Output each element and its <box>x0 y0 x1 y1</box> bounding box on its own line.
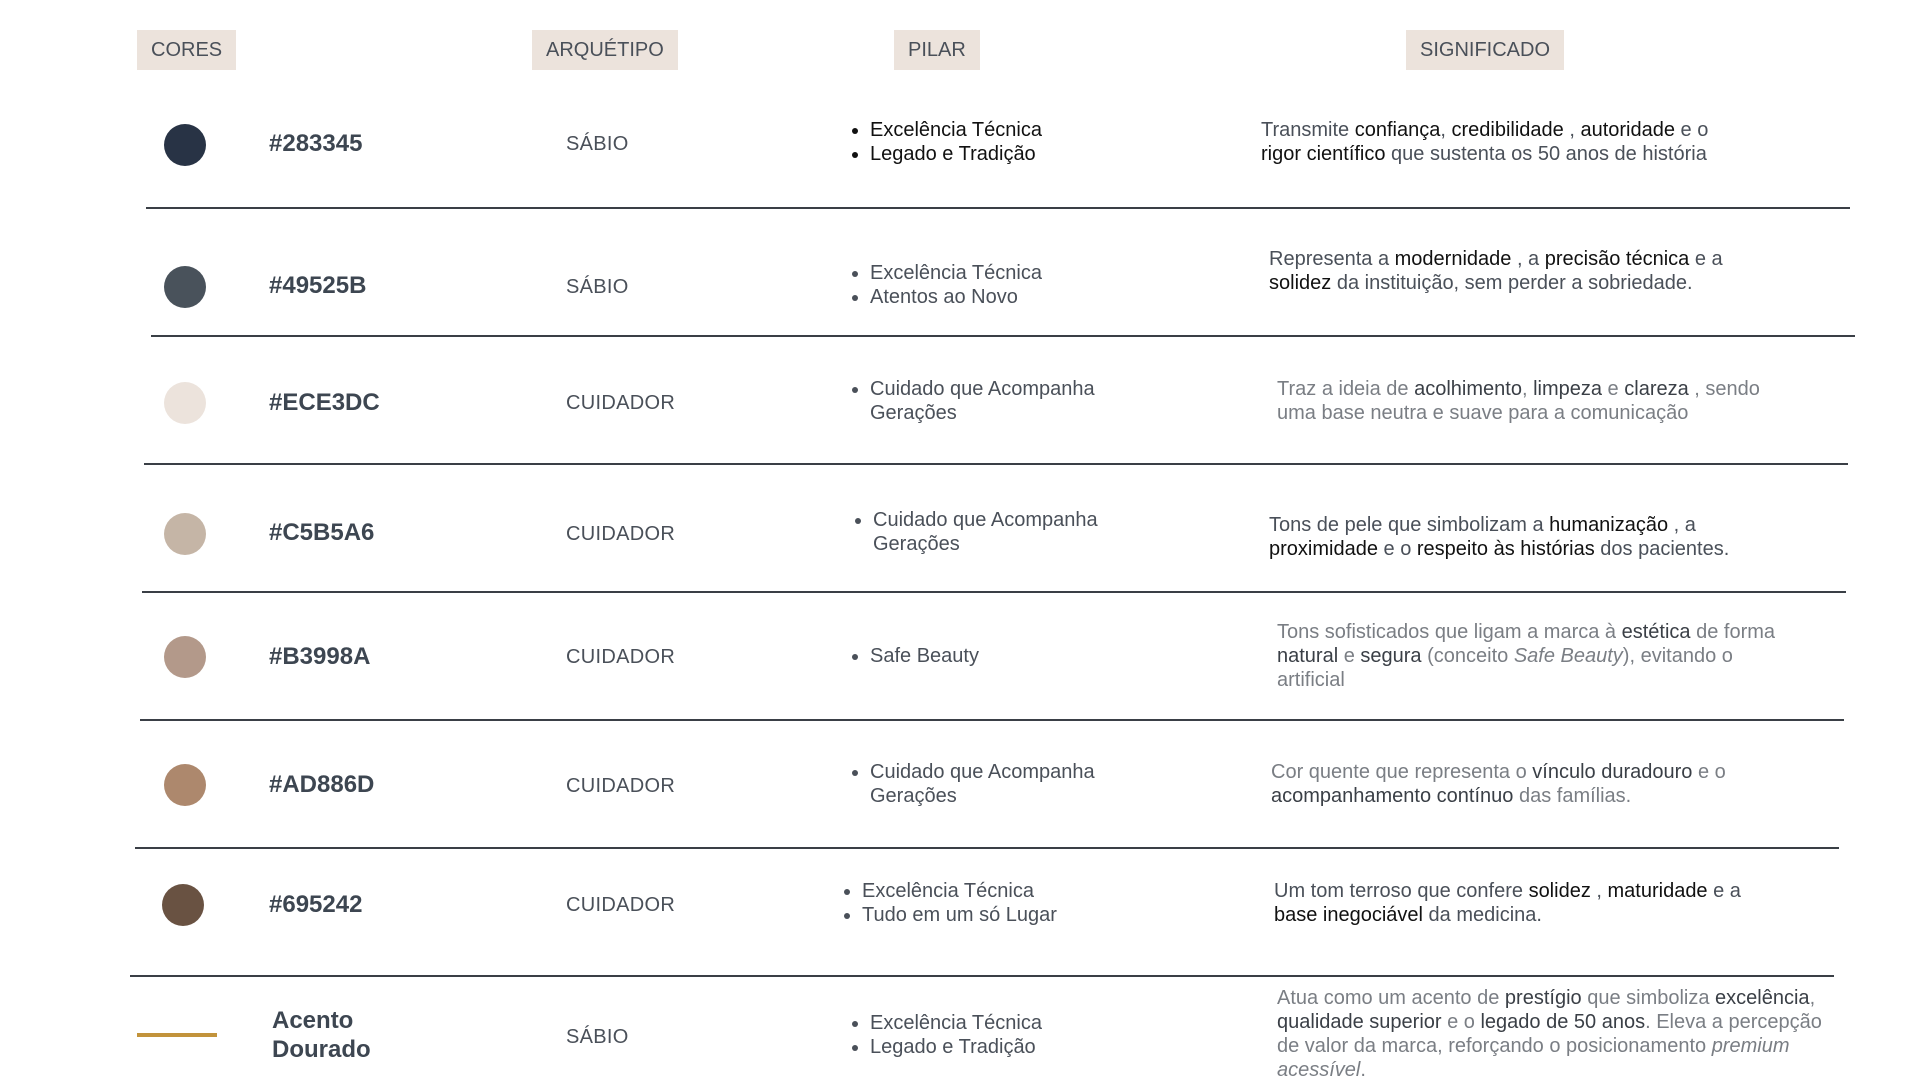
meaning-segment: da medicina. <box>1423 904 1542 926</box>
pillar-item: • Atentos ao Novo <box>870 285 1170 309</box>
pillar-list <box>840 879 1162 927</box>
archetype-label: SÁBIO <box>566 1026 629 1048</box>
meaning-keyword: estética <box>1621 621 1691 643</box>
meaning-segment: (conceito <box>1421 645 1514 667</box>
meaning-segment: , <box>1809 987 1816 1009</box>
meaning-segment: e o <box>1674 119 1709 141</box>
meaning-segment: Cor quente que representa o <box>1271 761 1533 783</box>
meaning-keyword: humanização <box>1549 514 1669 536</box>
meaning-segment: e o <box>1377 538 1417 560</box>
meaning-segment: Atua como um acento de <box>1277 987 1505 1009</box>
row-divider <box>142 591 1846 593</box>
meaning-keyword: limpeza <box>1533 378 1602 400</box>
color-hex-label: #49525B <box>269 272 367 299</box>
meaning-keyword: qualidade superior <box>1277 1011 1442 1033</box>
meaning-segment: das famílias. <box>1513 785 1632 807</box>
archetype-label: CUIDADOR <box>566 392 676 414</box>
meaning-segment: , <box>1440 119 1452 141</box>
color-name-label-line1: Acento <box>272 1007 354 1034</box>
meaning-keyword: precisão técnica <box>1544 248 1690 270</box>
meaning-segment: e o <box>1441 1011 1481 1033</box>
meaning-segment: que sustenta os 50 anos de história <box>1385 143 1707 165</box>
color-hex-label: #B3998A <box>269 643 371 670</box>
meaning-segment: , sendo uma base neutra e suave para a comunicação <box>1277 378 1760 424</box>
archetype-label: CUIDADOR <box>566 775 676 797</box>
row-divider <box>146 207 1850 209</box>
meaning-segment: Tons sofisticados que ligam a marca à <box>1277 621 1622 643</box>
color-hex-label: #695242 <box>269 891 363 918</box>
meaning-segment: ), evitando o artificial <box>1277 645 1733 691</box>
meaning-keyword: respeito às histórias <box>1416 538 1595 560</box>
meaning-text <box>1277 620 1787 692</box>
pillar-item: • Excelência Técnica <box>870 118 1170 142</box>
meaning-segment: dos pacientes. <box>1594 538 1730 560</box>
pillar-item: • Safe Beauty <box>870 644 1170 668</box>
meaning-segment: , <box>1563 119 1581 141</box>
meaning-keyword: segura <box>1360 645 1422 667</box>
meaning-segment: Traz a ideia de <box>1277 378 1415 400</box>
pillar-list <box>848 644 1170 668</box>
meaning-keyword: clareza <box>1624 378 1689 400</box>
pillar-item: • Cuidado que Acompanha Gerações <box>870 760 1170 808</box>
header-significado: SIGNIFICADO <box>1406 30 1564 70</box>
archetype-label: CUIDADOR <box>566 894 676 916</box>
color-hex-label: #C5B5A6 <box>269 519 375 546</box>
meaning-keyword: autoridade <box>1580 119 1675 141</box>
color-swatch <box>164 636 206 678</box>
meaning-keyword: confiança <box>1354 119 1441 141</box>
color-hex-label: #AD886D <box>269 771 375 798</box>
meaning-segment: que simboliza <box>1581 987 1716 1009</box>
meaning-segment: , <box>1590 880 1608 902</box>
meaning-text <box>1269 247 1769 295</box>
pillar-item: • Tudo em um só Lugar <box>862 903 1162 927</box>
archetype-label: SÁBIO <box>566 276 629 298</box>
meaning-keyword: solidez <box>1269 272 1332 294</box>
meaning-segment: Transmite <box>1261 119 1355 141</box>
archetype-label: CUIDADOR <box>566 523 676 545</box>
meaning-keyword: prestígio <box>1504 987 1582 1009</box>
meaning-keyword: acompanhamento contínuo <box>1271 785 1514 807</box>
meaning-keyword: maturidade <box>1607 880 1708 902</box>
meaning-keyword: vínculo duradouro <box>1532 761 1693 783</box>
pillar-item: • Legado e Tradição <box>870 1035 1170 1059</box>
meaning-segment: , <box>1521 378 1534 400</box>
meaning-segment: da instituição, sem perder a sobriedade. <box>1331 272 1693 294</box>
header-arquetipo: ARQUÉTIPO <box>532 30 678 70</box>
accent-color-line <box>137 1033 217 1037</box>
header-pilar: PILAR <box>894 30 980 70</box>
pillar-list <box>848 760 1170 808</box>
meaning-text <box>1277 377 1777 425</box>
archetype-label: CUIDADOR <box>566 646 676 668</box>
row-divider <box>144 463 1848 465</box>
color-hex-label: #283345 <box>269 130 363 157</box>
meaning-text <box>1269 513 1769 561</box>
meaning-segment: . <box>1360 1059 1366 1081</box>
meaning-keyword: rigor científico <box>1261 143 1386 165</box>
pillar-item: • Cuidado que Acompanha Gerações <box>870 377 1170 425</box>
pillar-item: • Excelência Técnica <box>870 261 1170 285</box>
color-swatch <box>162 884 204 926</box>
pillar-list <box>848 118 1170 166</box>
meaning-keyword: base inegociável <box>1274 904 1423 926</box>
pillar-list <box>848 1011 1170 1059</box>
meaning-text <box>1271 760 1771 808</box>
meaning-segment: e a <box>1689 248 1723 270</box>
meaning-keyword: solidez <box>1528 880 1591 902</box>
meaning-segment: . Eleva a percepção de valor da marca, reforçando o posicionamento <box>1277 1011 1822 1057</box>
color-swatch <box>164 513 206 555</box>
meaning-segment: , a <box>1668 514 1696 536</box>
meaning-keyword: acolhimento <box>1414 378 1522 400</box>
color-swatch <box>164 266 206 308</box>
color-swatch <box>164 382 206 424</box>
pillar-list <box>848 261 1170 309</box>
meaning-segment: Tons de pele que simbolizam a <box>1269 514 1550 536</box>
meaning-keyword: natural <box>1277 645 1339 667</box>
meaning-segment: Um tom terroso que confere <box>1274 880 1529 902</box>
pillar-item: • Excelência Técnica <box>862 879 1162 903</box>
pillar-list <box>848 377 1170 425</box>
meaning-segment: , a <box>1511 248 1545 270</box>
pillar-item: • Excelência Técnica <box>870 1011 1170 1035</box>
meaning-segment: de forma <box>1690 621 1776 643</box>
color-name-label-line2: Dourado <box>272 1036 371 1063</box>
meaning-keyword: modernidade <box>1394 248 1512 270</box>
meaning-keyword: legado de 50 anos <box>1480 1011 1646 1033</box>
pillar-item: • Cuidado que Acompanha Gerações <box>873 508 1173 556</box>
meaning-segment: e o <box>1692 761 1726 783</box>
row-divider <box>140 719 1844 721</box>
header-cores: CORES <box>137 30 236 70</box>
pillar-item: • Legado e Tradição <box>870 142 1170 166</box>
meaning-keyword: credibilidade <box>1451 119 1564 141</box>
row-divider <box>130 975 1834 977</box>
meaning-text <box>1277 986 1822 1082</box>
archetype-label: SÁBIO <box>566 133 629 155</box>
color-hex-label: #ECE3DC <box>269 389 380 416</box>
meaning-segment: e <box>1338 645 1361 667</box>
meaning-text <box>1274 879 1774 927</box>
pillar-list <box>851 508 1173 556</box>
color-swatch <box>164 124 206 166</box>
meaning-text <box>1261 118 1741 166</box>
meaning-segment: Safe Beauty <box>1513 645 1623 667</box>
row-divider <box>135 847 1839 849</box>
meaning-segment: e a <box>1707 880 1741 902</box>
meaning-segment: premium acessível <box>1277 1035 1790 1081</box>
meaning-segment: Representa a <box>1269 248 1395 270</box>
color-swatch <box>164 764 206 806</box>
meaning-segment: e <box>1602 378 1625 400</box>
row-divider <box>151 335 1855 337</box>
meaning-keyword: proximidade <box>1269 538 1378 560</box>
meaning-keyword: excelência <box>1715 987 1810 1009</box>
